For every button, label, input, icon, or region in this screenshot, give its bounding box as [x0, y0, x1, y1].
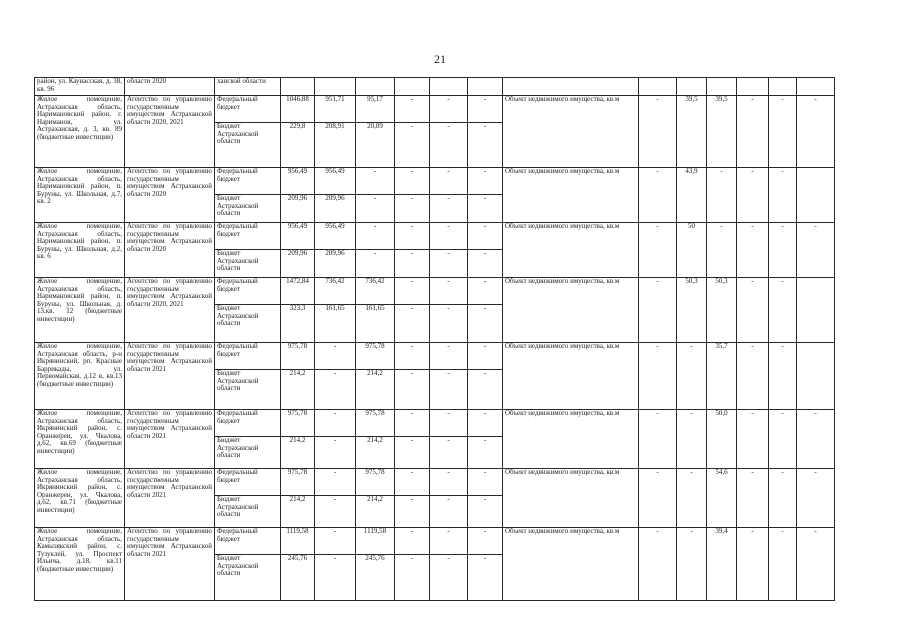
- amount-cell: -: [430, 410, 468, 437]
- source-cell: Бюджет Астраханской области: [215, 555, 281, 601]
- result-row: [503, 528, 835, 601]
- result-value-cell: -: [769, 168, 797, 223]
- result-value-cell: 50,3: [677, 278, 707, 343]
- amount-cell: -: [315, 555, 356, 601]
- object-cell: Жилое помещение, Астраханская область, Икрянинский район, с. Оранжереи, ул. Чкалова, д.62, кв.71 (бюджетные инвестиции): [35, 469, 125, 528]
- result-value-cell: -: [737, 528, 769, 601]
- result-value-cell: -: [769, 528, 797, 601]
- amount-cell: 951,71: [315, 96, 356, 123]
- result-row: [503, 469, 835, 528]
- amount-cell: 1119,58: [356, 528, 395, 555]
- result-value-cell: -: [639, 278, 677, 343]
- result-value-cell: -: [677, 410, 707, 469]
- amount-cell: -: [468, 370, 503, 410]
- result-value-cell: -: [769, 410, 797, 469]
- amount-cell: -: [395, 223, 430, 250]
- amount-cell: -: [315, 370, 356, 410]
- result-value-cell: -: [707, 168, 737, 223]
- object-cell: Жилое помещение, Астраханская область, Наримановский район, п. Буруны, ул. Школьная, д. 13,кв. 12 (бюджетные инвестиции): [35, 278, 125, 343]
- result-value-cell: -: [737, 168, 769, 223]
- amount-cell: 214,2: [281, 437, 315, 469]
- source-cell: Федеральный бюджет: [215, 96, 281, 123]
- amount-cell: -: [430, 168, 468, 195]
- result-value-cell: -: [737, 410, 769, 469]
- amount-cell: [468, 78, 503, 96]
- result-value-cell: -: [639, 223, 677, 278]
- result-value-cell: [737, 78, 769, 96]
- amount-cell: -: [468, 278, 503, 305]
- result-value-cell: 50: [677, 223, 707, 278]
- financing-table: [34, 77, 503, 601]
- table-row: [35, 278, 503, 305]
- amount-cell: -: [468, 168, 503, 195]
- source-cell: ханской области: [215, 78, 281, 96]
- page-number: 21: [434, 52, 446, 66]
- amount-cell: 956,49: [315, 223, 356, 250]
- result-value-cell: -: [677, 343, 707, 410]
- amount-cell: -: [315, 496, 356, 528]
- result-value-cell: -: [639, 528, 677, 601]
- agency-cell: Агентство по управлению государственным имуществом Астраханской области 2020, 2021: [125, 96, 215, 168]
- table-row-carry: [503, 78, 835, 96]
- result-cell: Объект недвижимого имущества, кв.м: [503, 469, 639, 528]
- source-cell: Федеральный бюджет: [215, 278, 281, 305]
- agency-cell: Агентство по управлению государственным имуществом Астраханской области 2021: [125, 528, 215, 601]
- agency-cell: Агентство по управлению государственным имуществом Астраханской области 2020, 2021: [125, 278, 215, 343]
- result-row: [503, 168, 835, 223]
- amount-cell: -: [356, 195, 395, 223]
- result-row: [503, 278, 835, 343]
- amount-cell: -: [468, 195, 503, 223]
- amount-cell: -: [315, 528, 356, 555]
- source-cell: Федеральный бюджет: [215, 528, 281, 555]
- result-value-cell: -: [639, 410, 677, 469]
- amount-cell: -: [430, 343, 468, 370]
- amount-cell: -: [356, 168, 395, 195]
- amount-cell: 736,42: [315, 278, 356, 305]
- result-value-cell: 50,0: [707, 410, 737, 469]
- result-value-cell: -: [639, 168, 677, 223]
- amount-cell: 209,96: [281, 195, 315, 223]
- object-cell: Жилое помещение, Астраханская область, Камызякский район, с. Тузуклей, ул. Проспект Ильича, д.18, кв.11 (бюджетные инвестиции): [35, 528, 125, 601]
- result-cell: Объект недвижимого имущества, кв.м: [503, 528, 639, 601]
- result-value-cell: [677, 78, 707, 96]
- amount-cell: -: [430, 555, 468, 601]
- amount-cell: -: [430, 496, 468, 528]
- result-value-cell: [797, 343, 835, 410]
- result-value-cell: -: [737, 223, 769, 278]
- result-value-cell: -: [797, 96, 835, 168]
- table-row: [35, 528, 503, 555]
- amount-cell: 956,49: [315, 168, 356, 195]
- source-cell: Бюджет Астраханской области: [215, 305, 281, 343]
- amount-cell: -: [430, 469, 468, 496]
- amount-cell: -: [430, 123, 468, 168]
- result-value-cell: -: [737, 469, 769, 528]
- result-value-cell: -: [707, 223, 737, 278]
- amount-cell: -: [315, 410, 356, 437]
- result-value-cell: [769, 78, 797, 96]
- amount-cell: 214,2: [356, 496, 395, 528]
- result-value-cell: -: [769, 469, 797, 528]
- amount-cell: 214,2: [356, 437, 395, 469]
- amount-cell: -: [430, 528, 468, 555]
- result-value-cell: 35,7: [707, 343, 737, 410]
- source-cell: Бюджет Астраханской области: [215, 370, 281, 410]
- amount-cell: -: [315, 437, 356, 469]
- amount-cell: 214,2: [281, 370, 315, 410]
- amount-cell: 1119,58: [281, 528, 315, 555]
- table-row-carry: [35, 78, 503, 96]
- result-row: [503, 410, 835, 469]
- amount-cell: -: [395, 195, 430, 223]
- amount-cell: -: [315, 469, 356, 496]
- amount-cell: -: [468, 305, 503, 343]
- amount-cell: [356, 78, 395, 96]
- result-cell: Объект недвижимого имущества, кв.м: [503, 343, 639, 410]
- amount-cell: -: [430, 305, 468, 343]
- table-row: [35, 96, 503, 123]
- result-value-cell: -: [797, 469, 835, 528]
- amount-cell: 208,91: [315, 123, 356, 168]
- result-cell: Объект недвижимого имущества, кв.м: [503, 96, 639, 168]
- result-value-cell: -: [737, 343, 769, 410]
- result-value-cell: -: [797, 410, 835, 469]
- source-cell: Бюджет Астраханской области: [215, 195, 281, 223]
- amount-cell: -: [315, 343, 356, 370]
- table-row: [35, 410, 503, 437]
- result-value-cell: 50,3: [707, 278, 737, 343]
- source-cell: Федеральный бюджет: [215, 223, 281, 250]
- amount-cell: -: [468, 410, 503, 437]
- object-cell: Жилое помещение, Астраханская область, Наримановский район, г. Нариманов, ул. Астраханская, д. 3, кв. 89 (бюджетные инвестиции): [35, 96, 125, 168]
- object-cell: Жилое помещение, Астраханская область, Наримановский район, п. Буруны, ул. Школьная, д.2, кв. 6: [35, 223, 125, 278]
- source-cell: Бюджет Астраханской области: [215, 437, 281, 469]
- amount-cell: 245,76: [356, 555, 395, 601]
- table-row: [35, 469, 503, 496]
- result-value-cell: -: [769, 96, 797, 168]
- amount-cell: -: [430, 370, 468, 410]
- amount-cell: 20,89: [356, 123, 395, 168]
- result-value-cell: 39,5: [707, 96, 737, 168]
- amount-cell: -: [395, 250, 430, 278]
- amount-cell: 161,65: [356, 305, 395, 343]
- result-value-cell: [707, 78, 737, 96]
- source-cell: Бюджет Астраханской области: [215, 123, 281, 168]
- source-cell: Бюджет Астраханской области: [215, 250, 281, 278]
- result-cell: Объект недвижимого имущества, кв.м: [503, 223, 639, 278]
- agency-cell: Агентство по управлению государственным имуществом Астраханской области 2021: [125, 469, 215, 528]
- result-cell: Объект недвижимого имущества, кв.м: [503, 410, 639, 469]
- object-cell: район, ул. Каунасская, д. 38, кв. 96: [35, 78, 125, 96]
- source-cell: Федеральный бюджет: [215, 343, 281, 370]
- result-value-cell: 39,5: [677, 96, 707, 168]
- amount-cell: -: [430, 437, 468, 469]
- result-value-cell: -: [737, 96, 769, 168]
- amount-cell: -: [395, 469, 430, 496]
- amount-cell: -: [430, 278, 468, 305]
- amount-cell: -: [468, 96, 503, 123]
- amount-cell: -: [430, 223, 468, 250]
- result-value-cell: -: [639, 343, 677, 410]
- result-value-cell: 43,9: [677, 168, 707, 223]
- amount-cell: -: [395, 528, 430, 555]
- amount-cell: -: [395, 343, 430, 370]
- agency-cell: области 2020: [125, 78, 215, 96]
- result-value-cell: -: [639, 96, 677, 168]
- agency-cell: Агентство по управлению государственным имуществом Астраханской области 2021: [125, 343, 215, 410]
- amount-cell: 245,76: [281, 555, 315, 601]
- result-value-cell: -: [769, 278, 797, 343]
- amount-cell: -: [468, 469, 503, 496]
- amount-cell: 209,96: [315, 250, 356, 278]
- amount-cell: [281, 78, 315, 96]
- result-value-cell: -: [737, 278, 769, 343]
- amount-cell: 161,65: [315, 305, 356, 343]
- result-value-cell: -: [677, 528, 707, 601]
- amount-cell: 956,49: [281, 168, 315, 195]
- amount-cell: 975,78: [356, 469, 395, 496]
- result-row: [503, 96, 835, 168]
- amount-cell: 214,2: [281, 496, 315, 528]
- result-row: [503, 343, 835, 410]
- amount-cell: 229,8: [281, 123, 315, 168]
- result-value-cell: [503, 78, 639, 96]
- result-value-cell: -: [769, 343, 797, 410]
- amount-cell: 956,49: [281, 223, 315, 250]
- amount-cell: 975,78: [281, 343, 315, 370]
- amount-cell: -: [468, 223, 503, 250]
- amount-cell: -: [468, 250, 503, 278]
- result-cell: Объект недвижимого имущества, кв.м: [503, 168, 639, 223]
- result-cell: Объект недвижимого имущества, кв.м: [503, 278, 639, 343]
- amount-cell: [430, 78, 468, 96]
- table-row: [35, 168, 503, 195]
- amount-cell: -: [468, 528, 503, 555]
- amount-cell: -: [356, 250, 395, 278]
- amount-cell: -: [468, 437, 503, 469]
- result-row: [503, 223, 835, 278]
- amount-cell: -: [395, 410, 430, 437]
- table-row: [35, 223, 503, 250]
- amount-cell: -: [395, 496, 430, 528]
- amount-cell: -: [468, 496, 503, 528]
- result-value-cell: -: [797, 223, 835, 278]
- result-value-cell: [797, 78, 835, 96]
- source-cell: Бюджет Астраханской области: [215, 496, 281, 528]
- amount-cell: 975,78: [281, 410, 315, 437]
- amount-cell: 323,3: [281, 305, 315, 343]
- amount-cell: -: [395, 278, 430, 305]
- amount-cell: -: [468, 123, 503, 168]
- result-value-cell: [639, 78, 677, 96]
- amount-cell: [315, 78, 356, 96]
- amount-cell: -: [468, 555, 503, 601]
- amount-cell: 1046,88: [281, 96, 315, 123]
- amount-cell: 975,78: [356, 410, 395, 437]
- amount-cell: -: [430, 250, 468, 278]
- result-value-cell: 54,6: [707, 469, 737, 528]
- amount-cell: -: [395, 370, 430, 410]
- amount-cell: 209,96: [281, 250, 315, 278]
- object-cell: Жилое помещение, Астраханская область, р-н Икрянинский, рп. Красные Баррикады, ул. Первомайская, д.12 в, кв.13 (бюджетные инвестиции): [35, 343, 125, 410]
- amount-cell: -: [430, 96, 468, 123]
- result-value-cell: -: [639, 469, 677, 528]
- amount-cell: 975,78: [281, 469, 315, 496]
- amount-cell: 209,96: [315, 195, 356, 223]
- source-cell: Федеральный бюджет: [215, 469, 281, 496]
- amount-cell: -: [395, 123, 430, 168]
- amount-cell: -: [395, 96, 430, 123]
- result-value-cell: [797, 168, 835, 223]
- amount-cell: -: [430, 195, 468, 223]
- amount-cell: -: [356, 223, 395, 250]
- object-cell: Жилое помещение, Астраханская область, Икрянинский район, с. Оранжереи, ул. Чкалова, д.62, кв.69 (бюджетные инвестиции): [35, 410, 125, 469]
- amount-cell: 975,78: [356, 343, 395, 370]
- amount-cell: 95,17: [356, 96, 395, 123]
- amount-cell: -: [468, 343, 503, 370]
- result-value-cell: 39,4: [707, 528, 737, 601]
- agency-cell: Агентство по управлению государственным имуществом Астраханской области 2020: [125, 223, 215, 278]
- amount-cell: -: [395, 168, 430, 195]
- result-value-cell: [797, 278, 835, 343]
- source-cell: Федеральный бюджет: [215, 168, 281, 195]
- source-cell: Федеральный бюджет: [215, 410, 281, 437]
- amount-cell: 736,42: [356, 278, 395, 305]
- amount-cell: -: [395, 555, 430, 601]
- result-value-cell: -: [677, 469, 707, 528]
- amount-cell: 214,2: [356, 370, 395, 410]
- result-value-cell: -: [797, 528, 835, 601]
- agency-cell: Агентство по управлению государственным имуществом Астраханской области 2020: [125, 168, 215, 223]
- agency-cell: Агентство по управлению государственным имуществом Астраханской области 2021: [125, 410, 215, 469]
- amount-cell: -: [395, 437, 430, 469]
- amount-cell: [395, 78, 430, 96]
- table-row: [35, 343, 503, 370]
- object-cell: Жилое помещение, Астраханская область, Наримановский район, п. Буруны, ул. Школьная, д.7, кв. 2: [35, 168, 125, 223]
- amount-cell: -: [395, 305, 430, 343]
- results-table: [502, 77, 835, 601]
- result-value-cell: -: [769, 223, 797, 278]
- amount-cell: 1472,84: [281, 278, 315, 305]
